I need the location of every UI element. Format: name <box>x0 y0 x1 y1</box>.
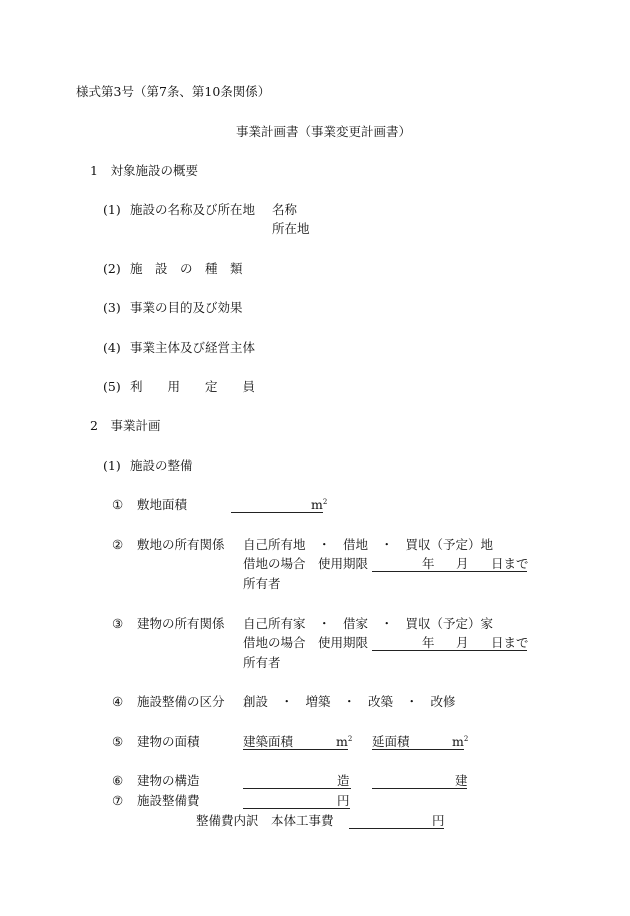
facility-category-label: 施設整備の区分 <box>137 694 225 709</box>
building-area-label: 建物の面積 <box>137 734 200 749</box>
item3-label: 事業の目的及び効果 <box>130 300 243 315</box>
facility-category-num: ④ <box>112 694 124 709</box>
site-area-unit: $m^2$ <box>311 497 328 512</box>
structure-floors-field[interactable] <box>372 788 467 789</box>
structure-label: 建物の構造 <box>137 773 200 788</box>
building-lease-label: 借地の場合 使用期限 <box>243 635 369 650</box>
building-lease-day: 日まで <box>491 635 529 650</box>
land-lease-label: 借地の場合 使用期限 <box>243 556 369 571</box>
building-ownership-label: 建物の所有関係 <box>137 616 225 631</box>
section1-heading: 1 対象施設の概要 <box>90 163 198 178</box>
section2-heading: 2 事業計画 <box>90 418 161 433</box>
building-area-sub-label: 建築面積 <box>243 734 294 749</box>
cost-field[interactable] <box>243 808 350 809</box>
building-lease-month: 月 <box>456 635 469 650</box>
site-area-field[interactable] <box>231 512 323 513</box>
item1-address-label: 所在地 <box>272 221 310 236</box>
building-ownership-options: 自己所有家 ・ 借家 ・ 買収（予定）家 <box>243 616 494 631</box>
building-owner-label: 所有者 <box>243 655 281 670</box>
land-ownership-options: 自己所有地 ・ 借地 ・ 買収（予定）地 <box>243 537 494 552</box>
structure-type-field[interactable] <box>243 788 351 789</box>
section2-sub-heading: 施設の整備 <box>130 458 193 473</box>
item5-num: (5) <box>103 379 121 394</box>
structure-construct-label: 造 <box>337 773 350 788</box>
floor-area-label: 延面積 <box>372 734 410 749</box>
land-owner-label: 所有者 <box>243 576 281 591</box>
building-area-num: ⑤ <box>112 734 124 749</box>
breakdown-field[interactable] <box>349 828 444 829</box>
form-number: 様式第3号（第7条、第10条関係） <box>76 84 271 99</box>
land-ownership-label: 敷地の所有関係 <box>137 537 225 552</box>
section2-sub-num: (1) <box>103 458 121 473</box>
item4-num: (4) <box>103 340 121 355</box>
structure-floors-label: 建 <box>455 773 468 788</box>
floor-area-unit: $m^2$ <box>452 734 469 749</box>
item2-label: 施 設 の 種 類 <box>130 261 243 276</box>
land-lease-month: 月 <box>456 556 469 571</box>
cost-yen: 円 <box>337 793 350 808</box>
cost-num: ⑦ <box>112 793 124 808</box>
building-lease-year: 年 <box>422 635 435 650</box>
item1-label: 施設の名称及び所在地 <box>130 202 256 217</box>
land-ownership-num: ② <box>112 537 124 552</box>
item5-label: 利 用 定 員 <box>130 379 256 394</box>
site-area-num: ① <box>112 497 124 512</box>
item1-num: (1) <box>103 202 121 217</box>
cost-label: 施設整備費 <box>137 793 200 808</box>
land-lease-day: 日まで <box>491 556 529 571</box>
structure-num: ⑥ <box>112 773 124 788</box>
item4-label: 事業主体及び経営主体 <box>130 340 256 355</box>
site-area-label: 敷地面積 <box>137 497 188 512</box>
item1-name-label: 名称 <box>272 202 298 217</box>
item3-num: (3) <box>103 300 121 315</box>
breakdown-label: 整備費内訳 本体工事費 <box>196 813 334 828</box>
breakdown-yen: 円 <box>432 813 445 828</box>
land-lease-year: 年 <box>422 556 435 571</box>
building-area-unit: $m^2$ <box>336 734 353 749</box>
document-title: 事業計画書（事業変更計画書） <box>236 124 412 139</box>
facility-category-options: 創設 ・ 増築 ・ 改築 ・ 改修 <box>243 694 456 709</box>
building-ownership-num: ③ <box>112 616 124 631</box>
item2-num: (2) <box>103 261 121 276</box>
